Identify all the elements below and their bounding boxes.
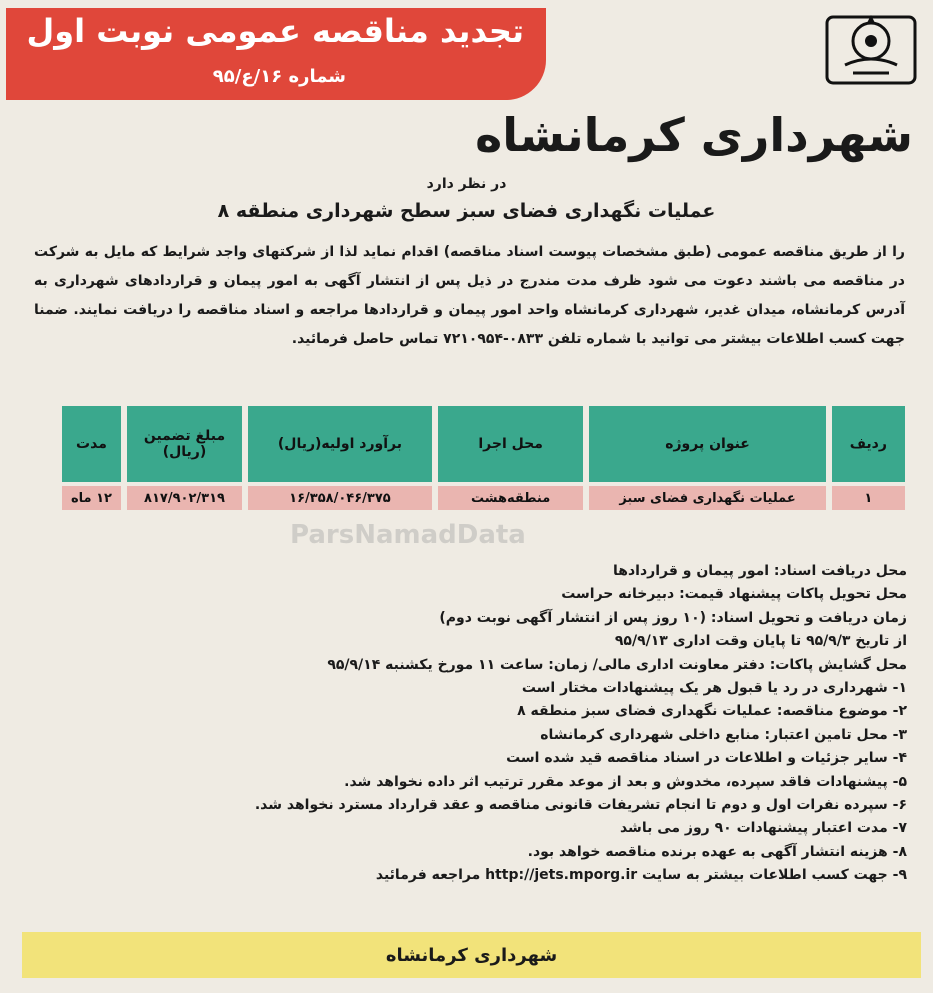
cell-estimate: ۱۶/۳۵۸/۰۴۶/۳۷۵	[248, 486, 432, 510]
cell-guarantee: ۸۱۷/۹۰۲/۳۱۹	[127, 486, 242, 510]
municipality-logo	[821, 6, 921, 90]
detail-line: ۵- پیشنهادات فاقد سپرده، مخدوش و بعد از موعد مقرر ترتیب اثر داده نخواهد شد.	[344, 773, 907, 790]
tender-details	[120, 560, 907, 888]
footer-text: شهرداری کرمانشاه	[385, 944, 558, 966]
header-duration: مدت	[62, 406, 121, 482]
detail-line: ۲- موضوع مناقصه: عملیات نگهداری فضای سبز منطقه ۸	[517, 703, 907, 720]
detail-line: ۸- هزینه انتشار آگهی به عهده برنده مناقصه خواهد بود.	[527, 843, 907, 860]
detail-line: از تاریخ ۹۵/۹/۳ تا پایان وقت اداری ۹۵/۹/۱۳	[614, 633, 907, 650]
intro-text: در نظر دارد	[426, 176, 507, 192]
cell-duration: ۱۲ ماه	[62, 486, 121, 510]
project-title: عملیات نگهداری فضای سبز سطح شهرداری منطقه ۸	[217, 200, 716, 222]
cell-location: منطقه‌هشت	[438, 486, 584, 510]
detail-line: محل تحویل پاکات پیشنهاد قیمت: دبیرخانه حراست	[561, 586, 907, 603]
detail-line: محل گشایش پاکات: دفتر معاونت اداری مالی/ زمان: ساعت ۱۱ مورخ یکشنبه ۹۵/۹/۱۴	[327, 656, 907, 673]
detail-line: ۹- جهت کسب اطلاعات بیشتر به سایت http://jets.mporg.ir مراجعه فرمائید	[375, 867, 907, 884]
header-guarantee: مبلغ تضمین (ریال)	[127, 406, 242, 482]
header-row-number: ردیف	[832, 406, 905, 482]
detail-line: ۱- شهرداری در رد یا قبول هر یک پیشنهادات مختار است	[521, 680, 907, 697]
detail-line: محل دریافت اسناد: امور پیمان و قراردادها	[613, 563, 907, 579]
tender-table	[56, 402, 911, 514]
table-header-row	[62, 406, 905, 482]
tender-banner	[6, 8, 546, 100]
detail-line: ۶- سپرده نفرات اول و دوم تا انجام تشریفات قانونی مناقصه و عقد قرارداد مسترد نخواهد شد.	[254, 797, 907, 814]
table-row	[62, 486, 905, 510]
detail-line: ۳- محل تامین اعتبار: منابع داخلی شهرداری کرمانشاه	[540, 726, 907, 743]
page-title: شهرداری کرمانشاه	[475, 108, 913, 162]
header-estimate: برآورد اولیه(ریال)	[248, 406, 432, 482]
cell-row-number: ۱	[832, 486, 905, 510]
header-location: محل اجرا	[438, 406, 584, 482]
footer-signature	[22, 932, 921, 978]
banner-title: تجدید مناقصه عمومی نوبت اول	[26, 12, 524, 50]
detail-line: ۴- سایر جزئیات و اطلاعات در اسناد مناقصه قید شده است	[506, 750, 907, 767]
watermark: ParsNamadData	[290, 520, 526, 550]
cell-project-title: عملیات نگهداری فضای سبز	[589, 486, 825, 510]
header-project-title: عنوان پروژه	[589, 406, 825, 482]
tender-number: شماره ۱۶/ع/۹۵	[212, 66, 346, 87]
detail-line: ۷- مدت اعتبار پیشنهادات ۹۰ روز می باشد	[619, 820, 907, 837]
detail-line: زمان دریافت و تحویل اسناد: (۱۰ روز پس از انتشار آگهی نوبت دوم)	[439, 609, 907, 626]
announcement-body: را از طریق مناقصه عمومی (طبق مشخصات پیوست اسناد مناقصه) اقدام نماید لذا از شرکتهای واجد شرایط که مایل به شرکت در مناقصه می باشند دعوت می شود ظرف مدت مندرج در ذیل پس از انتشار آگهی به امور پیمان و قراردادهای شهرداری به آدرس کرمانشاه، میدان غدیر، شهرداری کرمانشاه واحد امور پیمان و قراردادها مراجعه و اسناد مناقصه را دریافت نمایند. ضمنا جهت کسب اطلاعات بیشتر می توانید با شماره تلفن ۰۸۳۳-۷۲۱۰۹۵۴ تماس حاصل فرمائید.	[34, 244, 905, 347]
